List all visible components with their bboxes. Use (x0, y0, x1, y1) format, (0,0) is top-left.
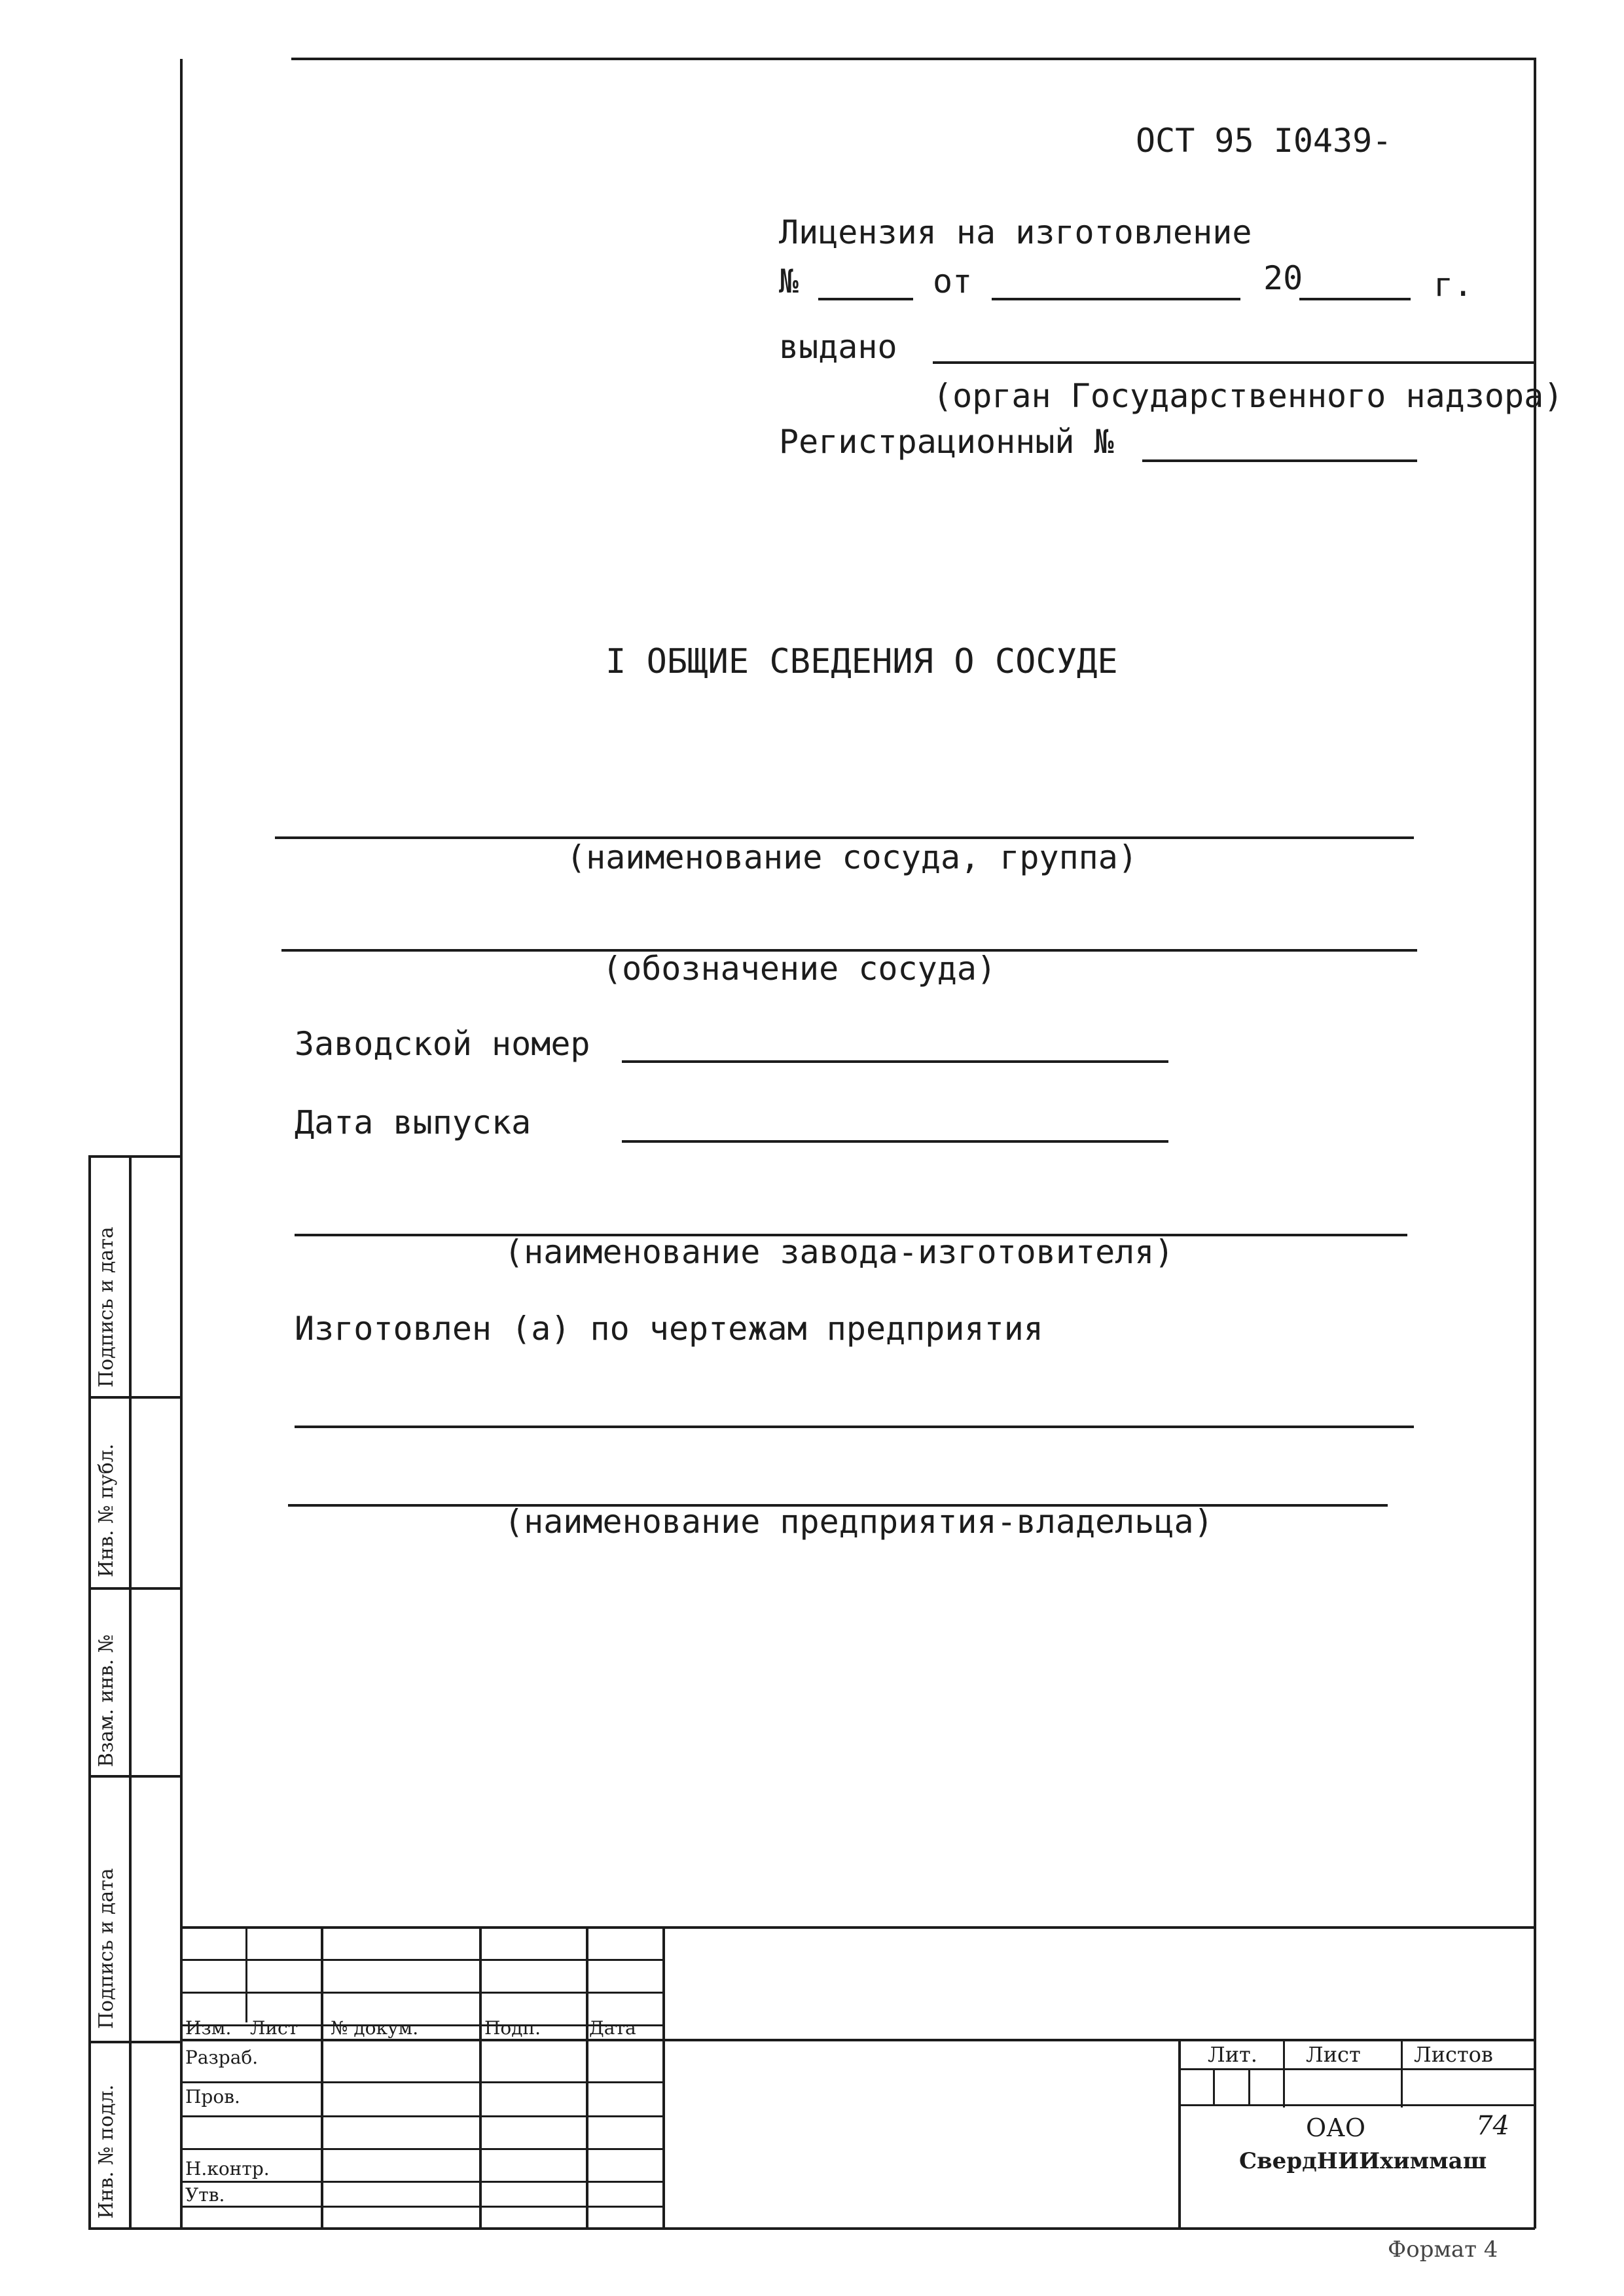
title-block-row-line-6 (180, 2148, 664, 2150)
title-block-row-line-1 (180, 1959, 664, 1961)
letter-cell-line-1 (1213, 2068, 1215, 2106)
license-year-prefix: 20 (1263, 259, 1303, 297)
right-header-line (1178, 2068, 1535, 2070)
row-approved: Утв. (185, 2184, 225, 2206)
license-date-line (992, 298, 1240, 300)
organization-number: 74 (1476, 2111, 1509, 2141)
header-document-number: № докум. (331, 2017, 419, 2039)
issued-caption: (орган Государственного надзора) (933, 377, 1564, 415)
title-block-row-line-4 (180, 2081, 664, 2083)
title-block-row-line-7 (180, 2181, 664, 2183)
title-block-col-line-5 (662, 1926, 665, 2229)
manufacturer-caption: (наименование завода-изготовителя) (504, 1233, 1174, 1271)
title-block-top (180, 1926, 1535, 1929)
side-stamp-dup-inventory: Инв. № публ. (95, 1443, 118, 1577)
side-stamp-inner-divider (129, 1155, 132, 2229)
vessel-name-caption: (наименование сосуда, группа) (566, 838, 1138, 876)
section-title: I ОБЩИЕ СВЕДЕНИЯ О СОСУДЕ (605, 642, 1118, 681)
license-from-label: от (933, 262, 973, 300)
row-developed: Разраб. (185, 2047, 259, 2068)
title-block-col-line-3 (479, 1926, 482, 2229)
side-stamp-top (88, 1155, 181, 1158)
title-block-row-line-8 (180, 2206, 664, 2208)
issued-line (933, 361, 1535, 364)
document-code: ОСТ 95 I0439- (1136, 122, 1392, 160)
side-stamp-signature-date-2: Подпись и дата (95, 1868, 118, 2029)
serial-number-label: Заводской номер (295, 1025, 590, 1063)
frame-left-border (180, 59, 183, 2229)
license-number-label: № (779, 262, 799, 300)
side-stamp-outer-left (88, 1155, 91, 2229)
title-block-row-line-5 (180, 2115, 664, 2117)
right-col-line-2 (1401, 2039, 1403, 2108)
row-norm-control: Н.контр. (185, 2158, 270, 2179)
registration-line (1142, 459, 1417, 462)
header-sheet: Лист (250, 2017, 298, 2039)
right-header-letter: Лит. (1208, 2042, 1257, 2067)
header-date: Дата (589, 2017, 636, 2039)
row-checked: Пров. (185, 2086, 240, 2108)
vessel-designation-caption: (обозначение сосуда) (602, 950, 997, 988)
title-block-header-line (180, 2039, 1535, 2041)
title-block-col-line-2 (321, 1926, 323, 2229)
title-block-col-line-4 (586, 1926, 588, 2229)
registration-label: Регистрационный № (779, 423, 1114, 461)
side-stamp-divider-4 (88, 2041, 181, 2043)
right-col-line-1 (1283, 2039, 1285, 2108)
drawings-enterprise-line (295, 1426, 1414, 1428)
organization-line2: СвердНИИхиммаш (1239, 2148, 1487, 2174)
issued-label: выдано (779, 328, 897, 366)
side-stamp-signature-date-1: Подпись и дата (95, 1227, 118, 1388)
serial-number-line (622, 1060, 1168, 1063)
right-header-sheet: Лист (1306, 2042, 1361, 2067)
title-block-row-line-2 (180, 1992, 664, 1994)
side-stamp-divider-3 (88, 1775, 181, 1778)
side-stamp-divider-2 (88, 1587, 181, 1590)
header-change: Изм. (185, 2017, 232, 2039)
release-date-label: Дата выпуска (295, 1103, 532, 1141)
license-year-suffix: г. (1434, 266, 1473, 304)
organization-line1: ОАО (1306, 2113, 1366, 2142)
frame-bottom-border (88, 2227, 1535, 2230)
license-title: Лицензия на изготовление (779, 213, 1252, 251)
license-year-line (1299, 298, 1411, 300)
title-block-right-section-divider (1178, 2039, 1181, 2229)
title-block-col-line-1 (245, 1926, 247, 2022)
format-label: Формат 4 (1388, 2236, 1498, 2263)
right-cells-bottom (1178, 2104, 1535, 2106)
side-stamp-divider-1 (88, 1396, 181, 1399)
release-date-line (622, 1140, 1168, 1143)
license-number-line (818, 298, 913, 300)
right-header-sheets: Листов (1414, 2042, 1493, 2067)
owner-caption: (наименование предприятия-владельца) (504, 1503, 1214, 1541)
letter-cell-line-2 (1248, 2068, 1250, 2106)
header-signature: Подп. (484, 2017, 541, 2039)
frame-top-border (291, 58, 1535, 60)
side-stamp-replacement-inventory: Взам. инв. № (95, 1634, 118, 1767)
side-stamp-original-inventory: Инв. № подл. (95, 2084, 118, 2219)
made-by-drawings-label: Изготовлен (а) по чертежам предприятия (295, 1310, 1043, 1348)
